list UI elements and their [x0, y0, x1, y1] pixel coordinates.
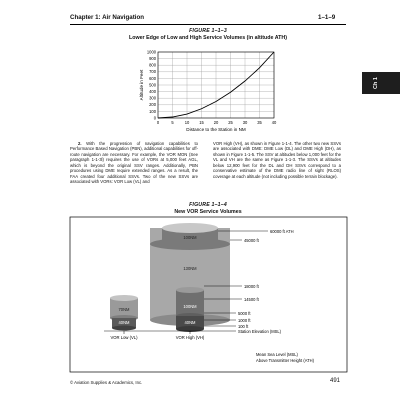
vl-axis-label: VOR Low (VL): [110, 335, 138, 340]
x-tick-label: 30: [242, 120, 248, 125]
y-tick-label: 400: [149, 89, 156, 94]
band-label-vl-base: 40NM: [118, 320, 130, 325]
y-axis-label: Altitude in Feet: [139, 69, 144, 101]
y-tick-label: 200: [149, 102, 156, 108]
band-label-vh-low: 100NM: [183, 304, 197, 309]
figure-2-label: FIGURE 1–1–4: [189, 202, 227, 208]
figure-1-title: Lower Edge of Low and High Service Volumes (in altitude ATH): [129, 35, 287, 41]
vh-low-band: [176, 287, 204, 319]
altitude-label: Station Elevation (MSL): [238, 329, 282, 334]
paragraph-text: VOR High (VH), as shown in Figure 1-1-4. The other two new SSVs are associated with DME: DME Low (DL) and DME High (DH), as shown in Figure 1-1-5. The SSV at altitudes below 1,000 feet for the VL and VH are the same as Figure 1-1-3. The SSVs at altitudes below 12,900 feet for the DL and DH SSVs correspond to a conservative estimate of the DME radio line of sight (RLOS) coverage at each altitude (not including possible terrain blockage).: [213, 141, 341, 179]
paragraph-number: 2.: [78, 141, 82, 146]
x-tick-label: 15: [199, 120, 204, 125]
legend-msl: Mean Sea Level (MSL): [256, 352, 298, 357]
y-tick-label: 100: [149, 108, 156, 114]
altitude-label: 18000 ft: [244, 284, 259, 289]
x-tick-label: 10: [184, 120, 190, 125]
x-tick-label: 5: [171, 120, 174, 125]
altitude-label: 60000 ft ATH: [270, 229, 294, 234]
band-label-high-mid: 130NM: [183, 266, 197, 271]
page-reference: 1–1–9: [318, 14, 336, 21]
altitude-label: 5000 ft: [238, 311, 251, 316]
band-label-vl-mid: 70NM: [118, 307, 130, 312]
altitude-label: 14500 ft: [244, 297, 259, 302]
x-tick-label: 25: [228, 120, 233, 125]
y-tick-label: 500: [149, 82, 156, 88]
figure-2-title: New VOR Service Volumes: [174, 209, 242, 215]
copyright-footer: © Aviation Supplies & Academics, Inc.: [70, 380, 143, 385]
x-axis-label: Distance to the Station in NM: [186, 127, 246, 132]
y-tick-label: 0: [153, 115, 156, 121]
y-tick-label: 300: [149, 95, 156, 101]
y-tick-label: 700: [149, 69, 156, 75]
y-tick-label: 600: [149, 75, 156, 81]
legend-ath: Above Transmitter Height (ATH): [256, 358, 314, 363]
chapter-side-tab-label: Ch 1: [373, 77, 379, 89]
y-tick-label: 1000: [146, 49, 156, 55]
y-tick-label: 900: [149, 56, 156, 61]
band-label-vh-base: 40NM: [184, 320, 196, 325]
x-tick-label: 0: [156, 120, 160, 125]
figure-1-label: FIGURE 1–1–3: [189, 28, 227, 34]
altitude-label: 45000 ft: [244, 238, 259, 243]
page-number: 491: [330, 378, 341, 384]
x-tick-label: 40: [271, 120, 277, 125]
y-tick-label: 800: [149, 62, 156, 68]
altitude-label: 100 ft: [238, 324, 249, 329]
chapter-header: Chapter 1: Air Navigation: [70, 14, 145, 21]
paragraph-text: With the progression of navigation capabilities to Performance Based Navigation (PBN), additional capabilities for off-route navigation are necessary. For example, the VOR MON (See paragraph 1-1-3l) requires the use of VORs at 5,000 feet AGL, which is beyond the original SSV ranges. Additionally, PBN procedures using DME require extended ranges. As a result, the FAA created four additional SSVs. Two of the new SSVs are associated with VORs: VOR Low (VL) and: [70, 141, 198, 185]
altitude-label: 1000 ft: [238, 318, 251, 323]
vh-axis-label: VOR High (VH): [175, 335, 205, 340]
x-tick-label: 35: [257, 120, 262, 125]
x-tick-label: 20: [213, 120, 219, 125]
band-label-top: 100NM: [183, 235, 197, 240]
